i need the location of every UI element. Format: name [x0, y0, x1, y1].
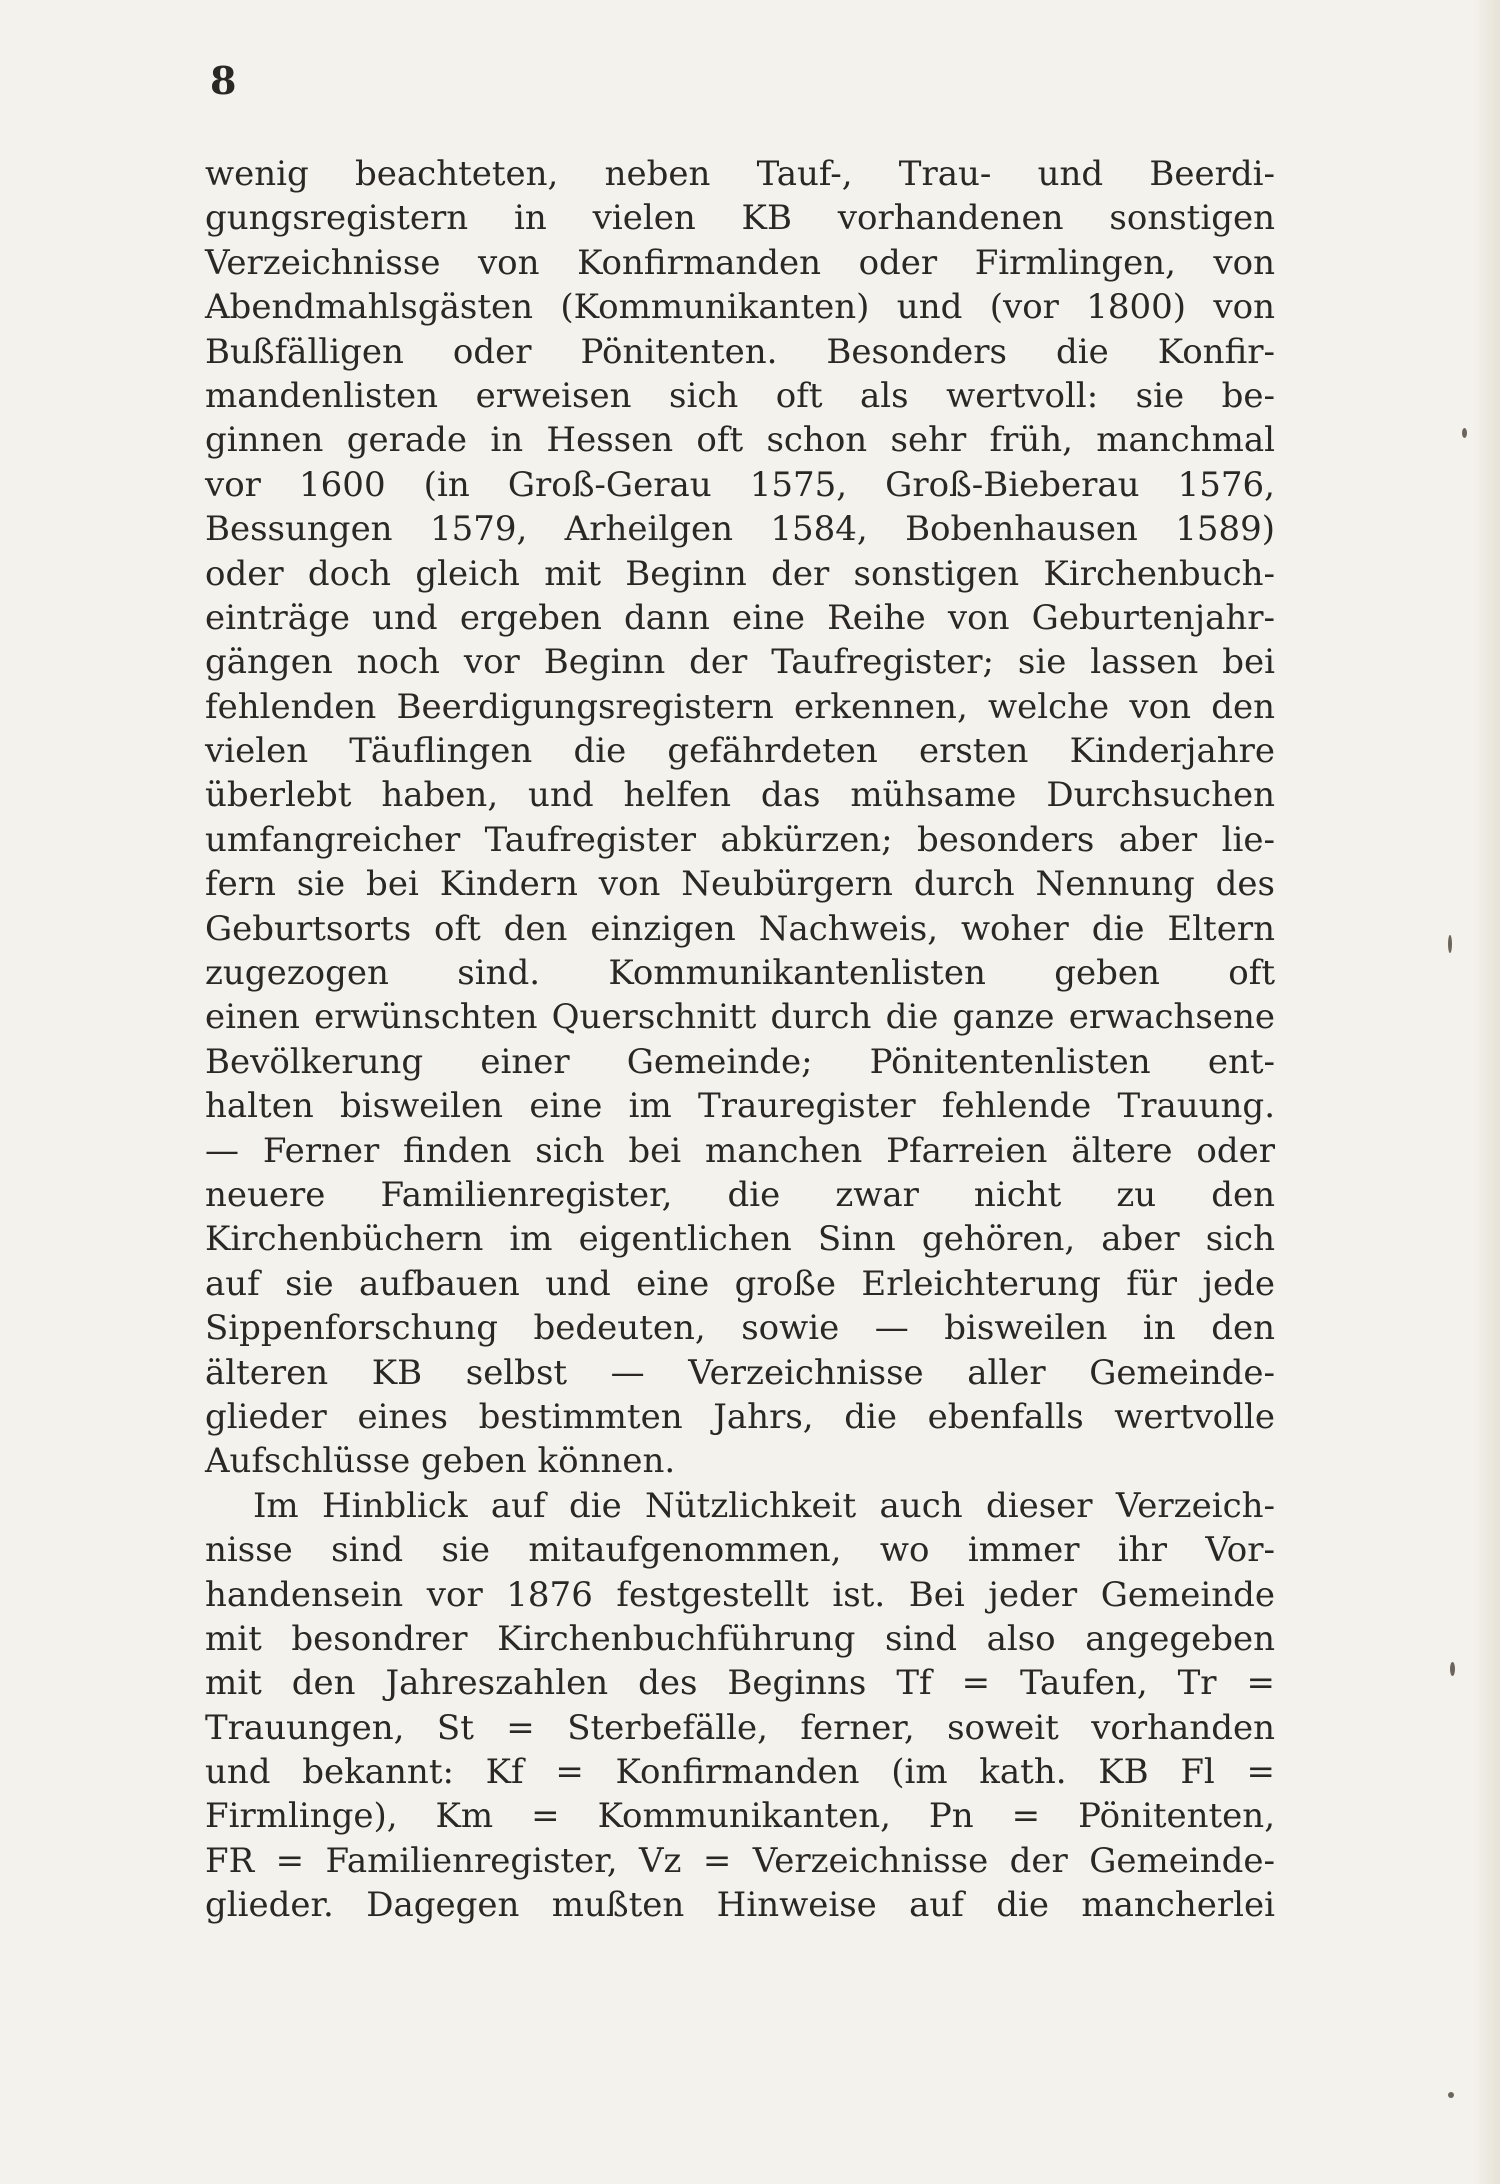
text-line: Sippenforschung bedeuten, sowie — bisweilen in den: [205, 1308, 1275, 1349]
text-line: mandenlisten erweisen sich oft als wertvoll: sie be-: [205, 375, 1275, 416]
text-line: FR = Familienregister, Vz = Verzeichnisse der Gemeinde-: [205, 1840, 1275, 1881]
text-line: und bekannt: Kf = Konfirmanden (im kath. KB Fl =: [205, 1752, 1275, 1793]
text-line: Bußfälligen oder Pönitenten. Besonders die Konfir-: [205, 331, 1275, 372]
text-line: Verzeichnisse von Konfirmanden oder Firmlingen, von: [205, 242, 1275, 283]
paragraph-end-line: Aufschlüsse geben können.: [205, 1441, 676, 1482]
text-line: Bevölkerung einer Gemeinde; Pönitentenlisten ent-: [205, 1041, 1275, 1082]
text-line: mit besondrer Kirchenbuchführung sind also angegeben: [205, 1618, 1275, 1659]
text-line: mit den Jahreszahlen des Beginns Tf = Taufen, Tr =: [205, 1663, 1275, 1704]
text-line: — Ferner finden sich bei manchen Pfarreien ältere oder: [205, 1130, 1275, 1171]
text-line: auf sie aufbauen und eine große Erleichterung für jede: [205, 1263, 1275, 1304]
text-line: Bessungen 1579, Arheilgen 1584, Bobenhausen 1589): [205, 509, 1275, 550]
text-line: ginnen gerade in Hessen oft schon sehr früh, manchmal: [205, 420, 1275, 461]
text-line: gängen noch vor Beginn der Taufregister; sie lassen bei: [205, 642, 1275, 683]
text-line: Trauungen, St = Sterbefälle, ferner, soweit vorhanden: [205, 1707, 1275, 1748]
paper-speck: [1448, 2092, 1454, 2098]
text-line: fern sie bei Kindern von Neubürgern durch Nennung des: [205, 864, 1275, 905]
text-line: fehlenden Beerdigungsregistern erkennen, welche von den: [205, 686, 1275, 727]
text-line: neuere Familienregister, die zwar nicht zu den: [205, 1174, 1275, 1215]
paragraph-start-line: Im Hinblick auf die Nützlichkeit auch dieser Verzeich-: [253, 1485, 1275, 1526]
text-line: überlebt haben, und helfen das mühsame Durchsuchen: [205, 775, 1275, 816]
text-line: vor 1600 (in Groß-Gerau 1575, Groß-Bieberau 1576,: [205, 464, 1275, 505]
text-line: Abendmahlsgästen (Kommunikanten) und (vor 1800) von: [205, 287, 1275, 328]
text-line: nisse sind sie mitaufgenommen, wo immer ihr Vor-: [205, 1530, 1275, 1571]
text-line: wenig beachteten, neben Tauf-, Trau- und Beerdi-: [205, 154, 1275, 194]
text-line: umfangreicher Taufregister abkürzen; besonders aber lie-: [205, 819, 1275, 860]
page-number: 8: [210, 58, 238, 103]
text-line: glieder eines bestimmten Jahrs, die ebenfalls wertvolle: [205, 1396, 1275, 1437]
text-line: handensein vor 1876 festgestellt ist. Bei jeder Gemeinde: [205, 1574, 1275, 1615]
page-edge-shadow: [1472, 0, 1500, 2184]
paper-speck: [1450, 1662, 1455, 1676]
text-line: Kirchenbüchern im eigentlichen Sinn gehören, aber sich: [205, 1219, 1275, 1260]
body-text: [205, 152, 1275, 1928]
text-line: Firmlinge), Km = Kommunikanten, Pn = Pönitenten,: [205, 1796, 1275, 1837]
text-line: vielen Täuflingen die gefährdeten ersten Kinderjahre: [205, 731, 1275, 772]
text-line: glieder. Dagegen mußten Hinweise auf die mancherlei: [205, 1885, 1275, 1926]
text-line: gungsregistern in vielen KB vorhandenen sonstigen: [205, 198, 1275, 239]
text-line: halten bisweilen eine im Trauregister fehlende Trauung.: [205, 1086, 1275, 1127]
text-line: oder doch gleich mit Beginn der sonstigen Kirchenbuch-: [205, 553, 1275, 594]
text-line: einträge und ergeben dann eine Reihe von Geburtenjahr-: [205, 597, 1275, 638]
paper-speck: [1462, 428, 1467, 438]
text-line: einen erwünschten Querschnitt durch die ganze erwachsene: [205, 997, 1275, 1038]
text-line: älteren KB selbst — Verzeichnisse aller Gemeinde-: [205, 1352, 1275, 1393]
paper-speck: [1448, 935, 1452, 953]
text-line: zugezogen sind. Kommunikantenlisten geben oft: [205, 953, 1275, 994]
text-line: Geburtsorts oft den einzigen Nachweis, woher die Eltern: [205, 908, 1275, 949]
